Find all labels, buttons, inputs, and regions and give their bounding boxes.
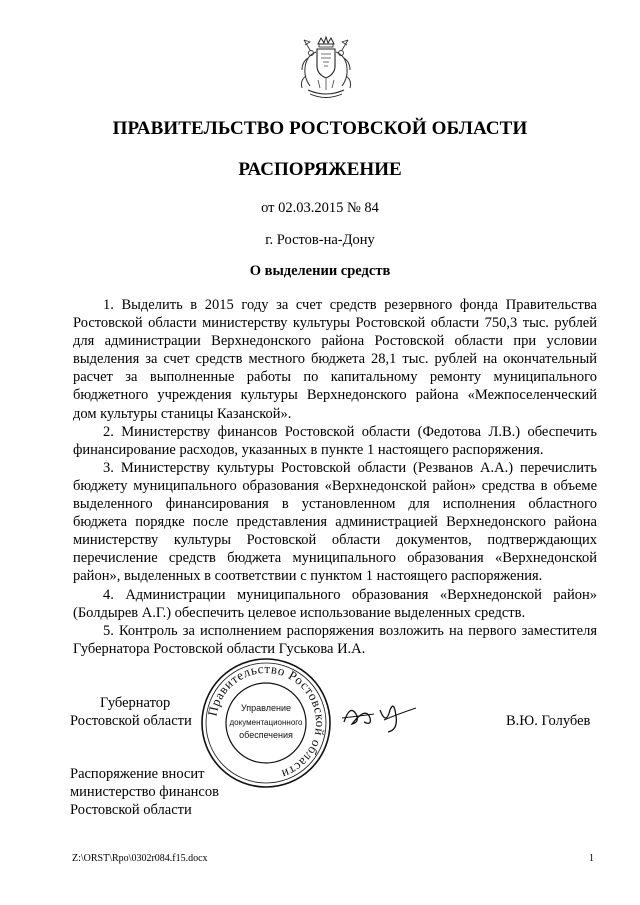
footer-file-path: Z:\ORST\Rpo\0302r084.f15.docx (72, 853, 208, 864)
signer-title-line2: Ростовской области (70, 713, 192, 730)
government-title: ПРАВИТЕЛЬСТВО РОСТОВСКОЙ ОБЛАСТИ (112, 118, 528, 139)
paragraph-3: 3. Министерству культуры Ростовской области (Резванов А.А.) перечислить бюджету муниципального образования «Верхнедонской район» средства в объеме выделенного финансирования в установленном для исполнения областного бюджета порядке после представления администрацией Верхнедонского района министерству культуры Ростовской области документов, подтверждающих перечисление средств бюджета муниципального образования «Верхнедонской район», выделенных в соответствии с пунктом 1 настоящего распоряжения. (73, 459, 597, 585)
document-subject: О выделении средств (249, 263, 391, 279)
paragraph-1: 1. Выделить в 2015 году за счет средств резервного фонда Правительства Ростовской области министерству культуры Ростовской области 750,3 тыс. рублей для администрации Верхнедонского района Ростовской области при условии выделения за счет средств местного бюджета 28,1 тыс. рублей на окончательный расчет за выполненные работы по капитальному ремонту муниципального бюджетного учреждения культуры Верхнедонского района «Межпоселенческий дом культуры станицы Казанской». (73, 297, 597, 422)
seal-inner-line3: обеспечения (239, 730, 293, 740)
signer-name: В.Ю. Голубев (506, 713, 591, 729)
submitter-line1: Распоряжение вносит (70, 766, 205, 782)
submitter-line2: министерство финансов (70, 784, 219, 801)
coat-of-arms-icon (296, 36, 356, 102)
document-body (73, 296, 597, 658)
submitter-line3: Ростовской области (70, 802, 192, 819)
seal-inner-line2: документационного (229, 718, 303, 727)
paragraph-4: 4. Администрации муниципального образования «Верхнедонской район» (Болдырев А.Г.) обеспечить целевое использование выделенных средств. (73, 586, 597, 621)
seal-outer-text: Правительство Ростовской области (204, 660, 329, 783)
document-date-number: от 02.03.2015 № 84 (261, 200, 379, 216)
signer-title (70, 694, 210, 730)
seal-inner-line1: Управление (240, 703, 292, 713)
submitter-block (70, 765, 290, 819)
document-city: г. Ростов-на-Дону (265, 232, 375, 248)
paragraph-2: 2. Министерству финансов Ростовской области (Федотова Л.В.) обеспечить финансирование расходов, указанных в пункте 1 настоящего распоряжения. (73, 423, 597, 458)
handwritten-signature (340, 696, 420, 736)
signer-title-line1: Губернатор (100, 695, 171, 711)
document-type: РАСПОРЯЖЕНИЕ (238, 159, 402, 180)
page-number: 1 (589, 853, 594, 864)
paragraph-5: 5. Контроль за исполнением распоряжения возложить на первого заместителя Губернатора Ростовской области Гуськова И.А. (73, 622, 597, 657)
